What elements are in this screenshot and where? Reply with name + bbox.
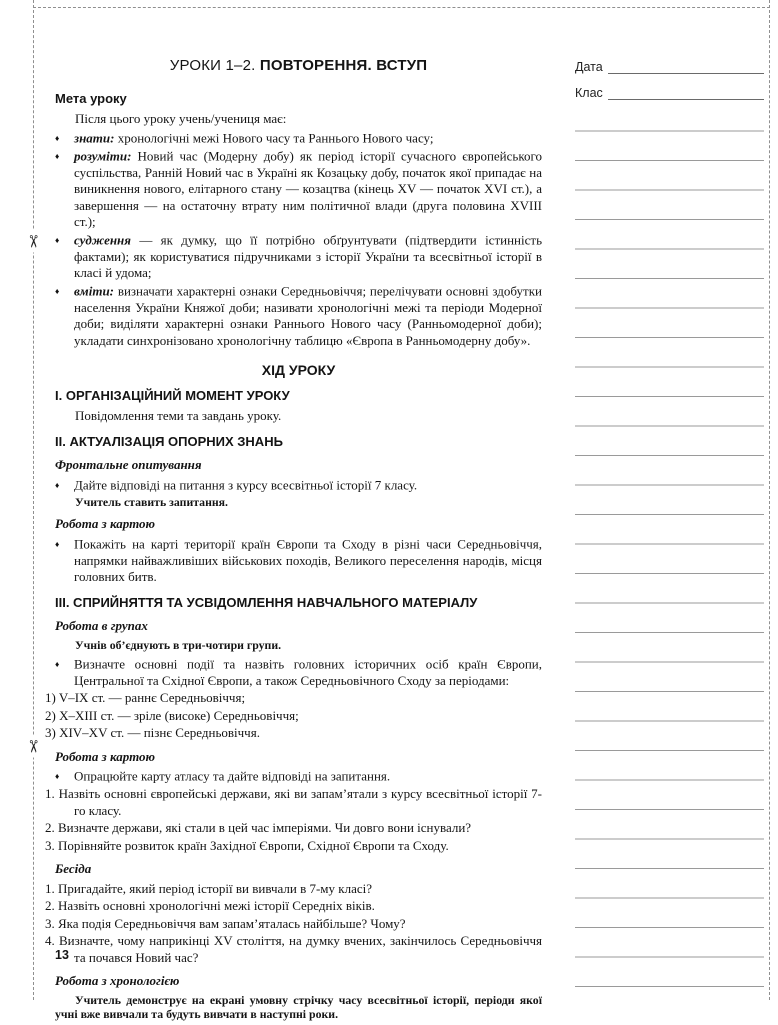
bullet-text: — як думку, що її потрібно обґрунтувати (підтвердити істинність фактами); як користуватися підручниками з історії України та всесвітньої історії в класі й удома; bbox=[74, 232, 542, 280]
cut-line-left bbox=[33, 0, 34, 1000]
section-2-heading: II. АКТУАЛІЗАЦІЯ ОПОРНИХ ЗНАНЬ bbox=[55, 433, 283, 449]
list-item bbox=[55, 536, 542, 586]
list-item bbox=[55, 148, 542, 231]
numbered-item: 1) V–IX ст. — раннє Середньовіччя; bbox=[45, 690, 246, 706]
bullet-text: Опрацюйте карту атласу та дайте відповіді на запитання. bbox=[74, 768, 391, 784]
subsection-talk-heading: Бесіда bbox=[55, 861, 92, 877]
bullet-lead: вміти: bbox=[74, 283, 114, 298]
numbered-item: 3. Порівняйте розвиток країн Західної Європи, Східної Європи та Сходу. bbox=[45, 837, 449, 853]
meta-intro: Після цього уроку учень/учениця має: bbox=[75, 111, 287, 126]
cut-line-right bbox=[769, 0, 770, 1000]
list-item bbox=[55, 283, 542, 350]
teacher-note: Учнів об’єднують в три-чотири групи. bbox=[75, 637, 282, 652]
list-item bbox=[55, 232, 542, 282]
numbered-item: 1. Пригадайте, який період історії ви вивчали в 7-му класі? bbox=[45, 880, 373, 896]
page-number: 13 bbox=[55, 948, 69, 962]
list-item bbox=[55, 130, 542, 147]
date-row bbox=[575, 57, 764, 74]
subsection-map-heading: Робота з картою bbox=[55, 516, 155, 532]
bullet-icon: ♦ bbox=[55, 132, 60, 143]
teacher-note: Учитель ставить запитання. bbox=[75, 494, 229, 509]
bullet-icon: ♦ bbox=[55, 771, 60, 782]
subsection-frontal-heading: Фронтальне опитування bbox=[55, 457, 202, 472]
section-1-heading: I. ОРГАНІЗАЦІЙНИЙ МОМЕНТ УРОКУ bbox=[55, 387, 290, 403]
bullet-text: Новий час (Модерну добу) як період історії сучасного європейського суспільства, Ранній Новий час в Україні як Козацьку добу, початок якої припадає на виникнення нового, елітарного стану — козацтва (кінець XV — початок XVI ст.), а завершення — на остаточну втрату ним політичної влади (друга половина XVIII ст.); bbox=[74, 148, 542, 229]
numbered-item: 2) X–XIII ст. — зріле (високе) Середньовіччя; bbox=[45, 707, 299, 723]
bullet-icon: ♦ bbox=[55, 150, 60, 161]
class-row bbox=[575, 83, 764, 100]
scissors-icon: ✂ bbox=[23, 736, 44, 758]
section-3-heading: III. СПРИЙНЯТТЯ ТА УСВІДОМЛЕННЯ НАВЧАЛЬНОГО МАТЕРІАЛУ bbox=[55, 594, 478, 610]
page-title bbox=[55, 58, 542, 75]
numbered-item: 3. Яка подія Середньовіччя вам запам’яталась найбільше? Чому? bbox=[45, 915, 406, 931]
bullet-icon: ♦ bbox=[55, 658, 60, 669]
teacher-note: Учитель демонструє на екрані умовну стрічку часу всесвітньої історії, періоди якої учні вже вивчали та будуть вивчати в наступні роки. bbox=[55, 992, 542, 1022]
subsection-map2-heading: Робота з картою bbox=[55, 748, 155, 764]
numbered-item: 1. Назвіть основні європейські держави, які ви запам’ятали з курсу всесвітньої історії 7-го класу. bbox=[45, 786, 542, 818]
class-blank-line bbox=[608, 85, 764, 100]
lesson-number: УРОКИ 1–2. bbox=[169, 57, 256, 74]
class-label: Клас bbox=[575, 86, 603, 100]
bullet-lead: знати: bbox=[74, 130, 115, 145]
section-1-text: Повідомлення теми та завдань уроку. bbox=[75, 408, 282, 423]
list-item bbox=[55, 768, 542, 785]
meta-heading: Мета уроку bbox=[55, 90, 127, 106]
lesson-title-text: ПОВТОРЕННЯ. ВСТУП bbox=[259, 57, 428, 74]
subsection-groups-heading: Робота в групах bbox=[55, 618, 148, 634]
list-item bbox=[55, 656, 542, 690]
bullet-icon: ♦ bbox=[55, 234, 60, 245]
ruled-writing-lines bbox=[575, 102, 764, 988]
bullet-lead: судження bbox=[74, 232, 131, 247]
bullet-icon: ♦ bbox=[55, 479, 60, 490]
bullet-text: Покажіть на карті території країн Європи та Сходу в різні часи Середньовіччя, напрямки найважливіших військових походів, Великого переселення народів, місця головних битв. bbox=[74, 536, 542, 585]
bullet-lead: розуміти: bbox=[74, 148, 132, 163]
date-blank-line bbox=[608, 59, 764, 74]
bullet-text: хронологічні межі Нового часу та Раннього Нового часу; bbox=[117, 130, 434, 145]
bullet-text: визначати характерні ознаки Середньовіччя; перелічувати основні здобутки населення України Княжої доби; називати хронологічні межі та періоди Модерної доби; виділяти характерні ознаки Раннього Нового часу (Ранньомодерної доби); укладати синхронізовано хронологічну таблицю «Європа в Ранньомодерну добу». bbox=[74, 283, 542, 348]
list-item bbox=[55, 477, 542, 494]
bullet-text: Визначте основні події та назвіть головних історичних осіб країн Європи, Центральної та Східної Європи, а також Середньовічного Сходу за періодами: bbox=[74, 656, 542, 688]
scissors-icon: ✂ bbox=[23, 231, 44, 253]
numbered-item: 4. Визначте, чому наприкінці XV століття, на думку вчених, закінчилось Середньовіччя та почався Новий час? bbox=[45, 933, 542, 965]
bullet-icon: ♦ bbox=[55, 538, 60, 549]
lesson-plan bbox=[45, 56, 542, 1025]
date-label: Дата bbox=[575, 60, 603, 74]
bullet-icon: ♦ bbox=[55, 285, 60, 296]
numbered-item: 2. Визначте держави, які стали в цей час імперіями. Чи довго вони існували? bbox=[45, 820, 472, 836]
numbered-item: 3) XIV–XV ст. — пізнє Середньовіччя. bbox=[45, 725, 260, 741]
subsection-chronology-heading: Робота з хронологією bbox=[55, 973, 180, 989]
numbered-item: 2. Назвіть основні хронологічні межі історії Середніх віків. bbox=[45, 898, 375, 914]
bullet-text: Дайте відповіді на питання з курсу всесвітньої історії 7 класу. bbox=[74, 477, 418, 492]
cut-line-top bbox=[33, 7, 770, 8]
course-heading: ХІД УРОКУ bbox=[261, 362, 336, 378]
